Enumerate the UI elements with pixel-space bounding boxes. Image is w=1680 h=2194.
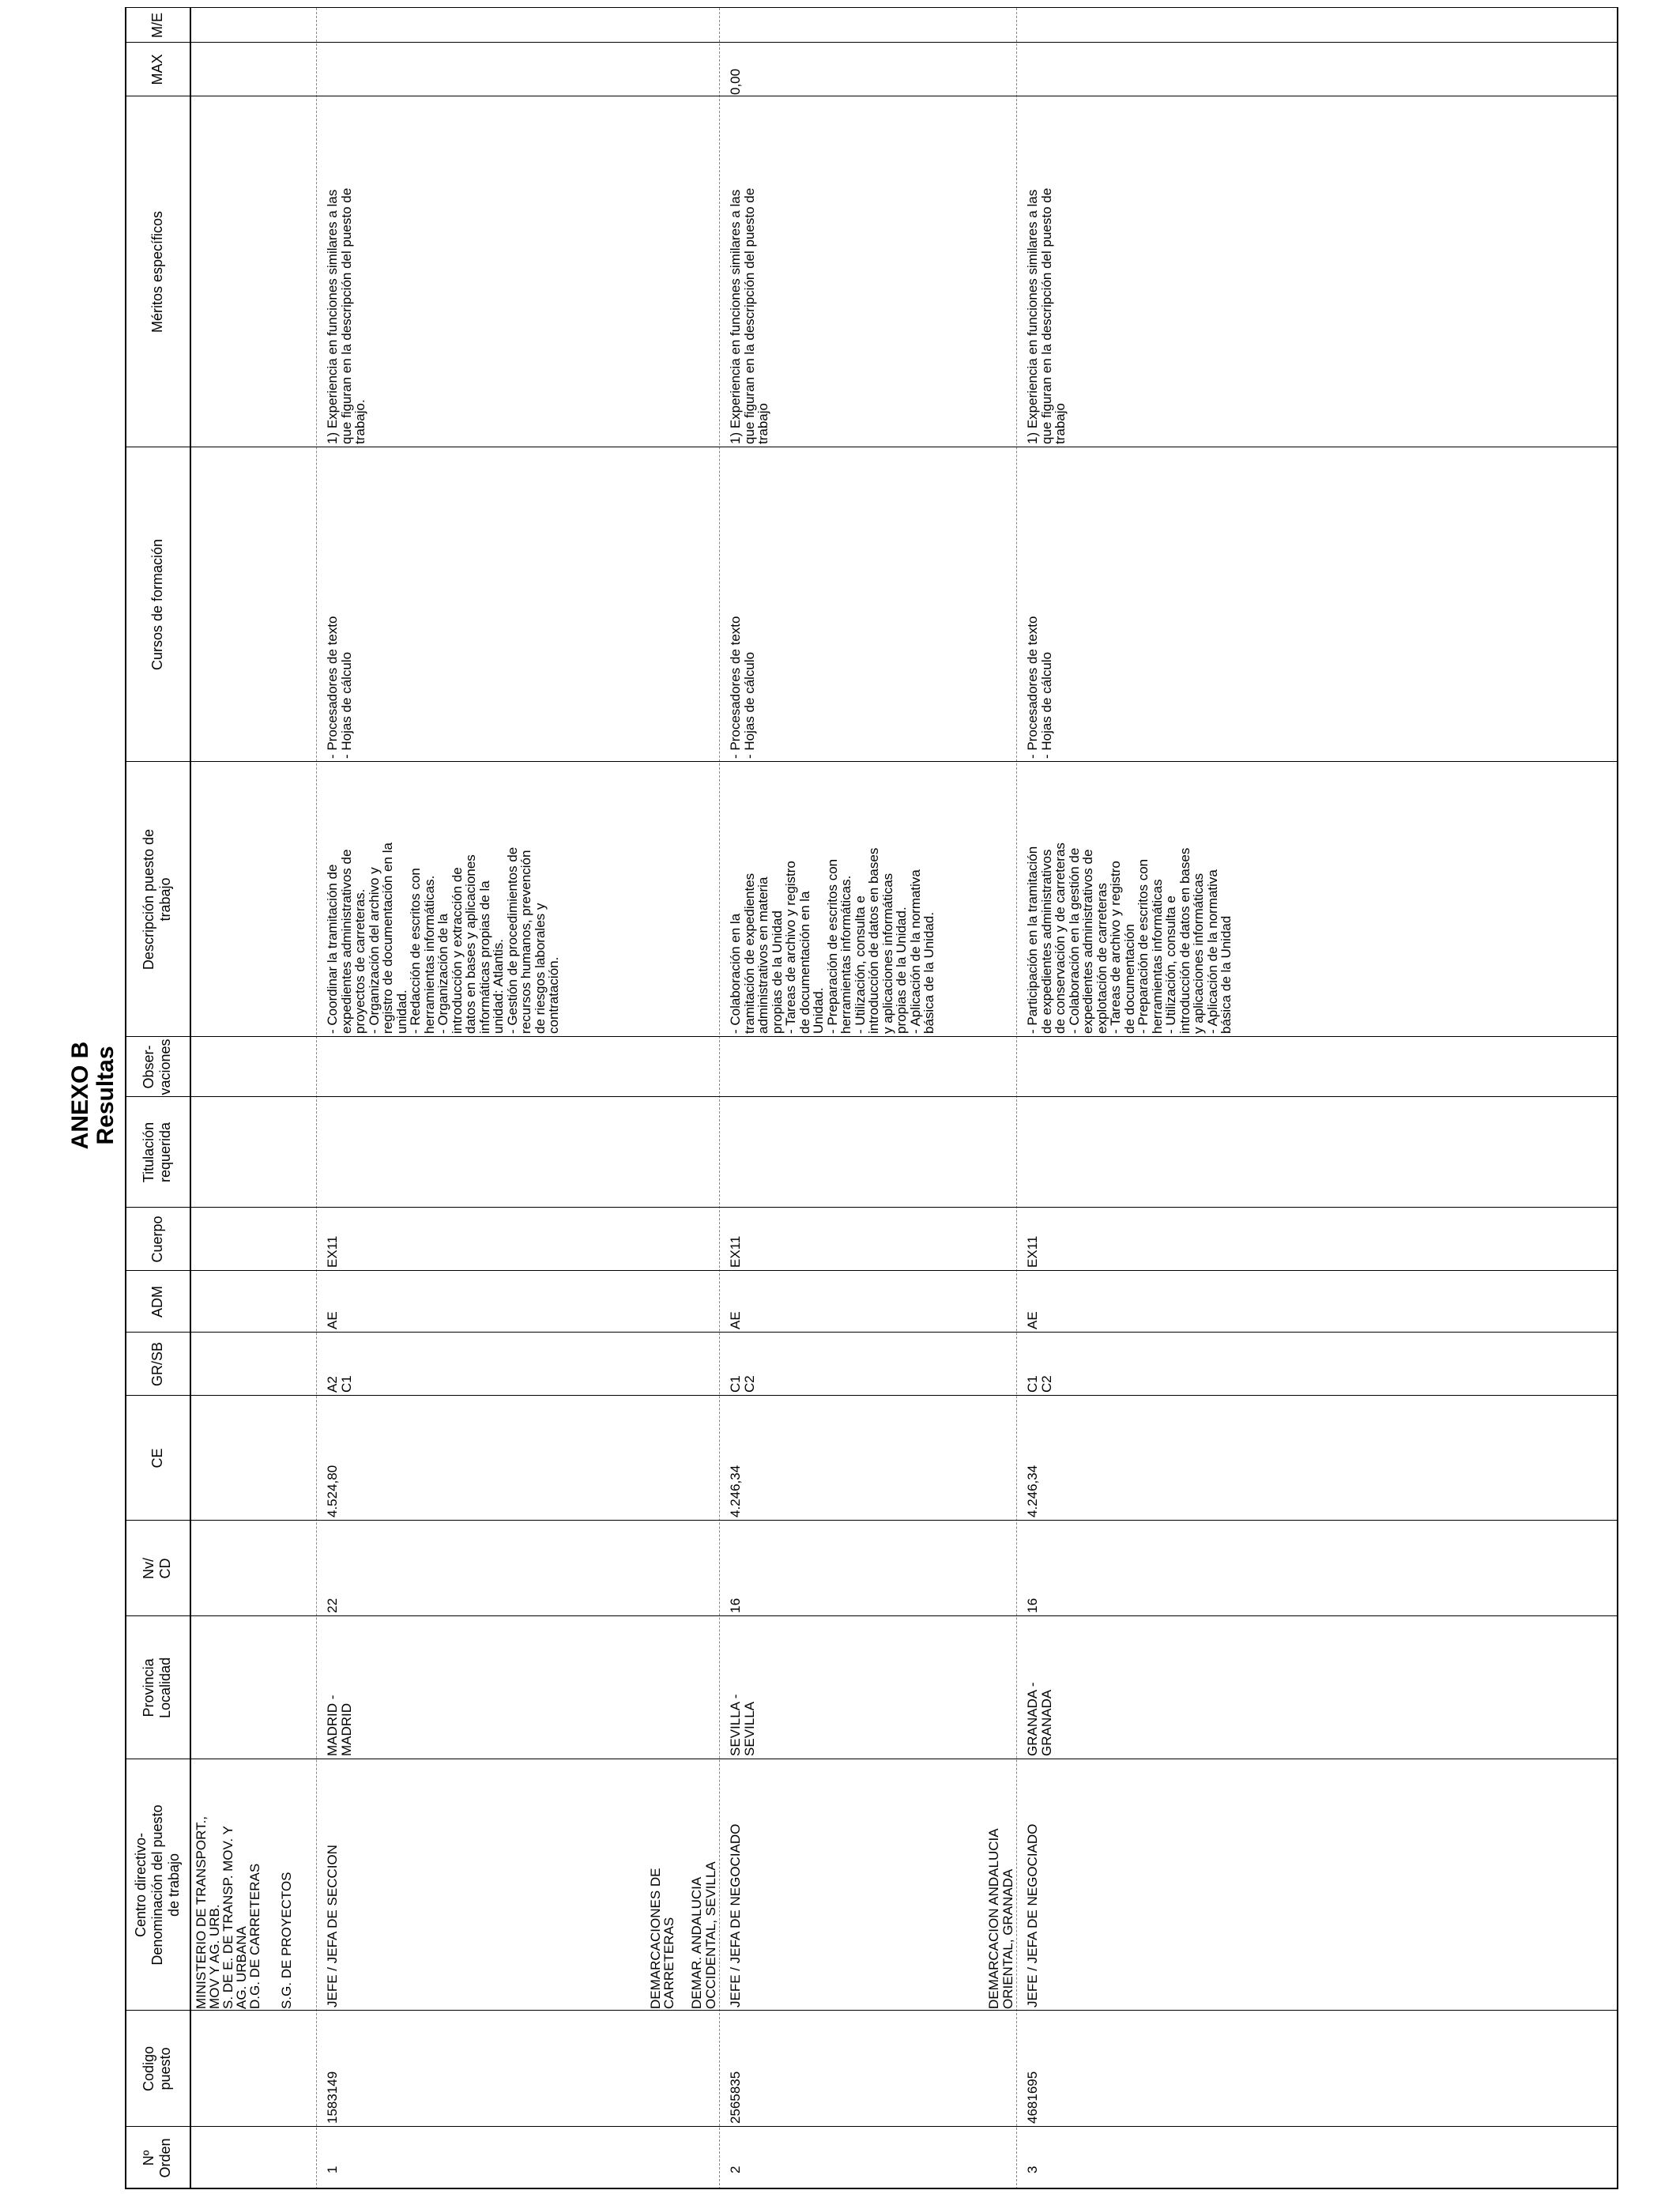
row-2-orden: 2 <box>728 2166 743 2173</box>
row-2-descripcion: - Colaboración en la tramitación de expedientes administrativos en materia propias de la Unidad - Tareas de archivo y registro de documentación en la Unidad. - Preparación de escritos con herramientas informáticas. - Utilización, consulta e introducción de datos en bases y aplicaciones informáticas propias de la Unidad. - Aplicación de la normativa básica de la Unidad. <box>728 847 936 1034</box>
header-me: M/E <box>149 13 165 39</box>
row-1-ce: 4.524,80 <box>325 1465 340 1517</box>
row-2-cuerpo: EX11 <box>728 1235 743 1268</box>
table-frame <box>125 8 1618 2189</box>
header-codigo: Codigo puesto <box>141 2045 173 2092</box>
header-descripcion: Descripción puesto de trabajo <box>141 828 173 971</box>
row-3-descripcion: - Participación en la tramitación de expedientes administrativos de conservación y de carreteras - Colaboración en la gestión de expedientes administrativos de explotación de carreteras - Tareas de archivo y registro de documentación - Preparación de escritos con herramientas informáticas - Utilización, consulta e introducción de datos en bases y aplicaciones informáticas - Aplicación de la normativa básica de la Unidad <box>1025 843 1234 1034</box>
header-divider <box>190 8 191 2189</box>
row-1-codigo: 1583149 <box>325 2071 340 2124</box>
row-2-max: 0,00 <box>728 68 743 95</box>
subdirection-label: S.G. DE PROYECTOS <box>279 1872 294 2009</box>
column-divider <box>125 1207 1618 1208</box>
document-title <box>68 1042 119 1150</box>
table-border-bottom <box>1617 8 1618 2189</box>
row-1-provincia: MADRID - MADRID <box>325 1695 354 1756</box>
row-1-orden: 1 <box>325 2166 340 2173</box>
column-divider <box>125 1615 1618 1616</box>
column-divider <box>125 1332 1618 1333</box>
row-separator <box>316 8 317 2189</box>
row-3-cuerpo: EX11 <box>1025 1235 1040 1268</box>
header-cursos: Cursos de formación <box>149 538 165 671</box>
column-divider <box>125 1096 1618 1097</box>
header-observaciones: Obser- vaciones <box>141 1039 173 1095</box>
header-cuerpo: Cuerpo <box>149 1216 165 1263</box>
annex-subtitle: Resultas <box>92 1046 119 1145</box>
header-titulacion: Titulación requerida <box>141 1122 173 1183</box>
row-3-codigo: 4681695 <box>1025 2071 1040 2124</box>
row-3-grupo: C1 C2 <box>1025 1375 1054 1393</box>
column-divider <box>125 1395 1618 1396</box>
header-meritos: Méritos específicos <box>149 210 165 334</box>
row-2-adm: AE <box>728 1311 743 1329</box>
column-divider <box>125 7 1618 8</box>
row-2-centro: JEFE / JEFA DE NEGOCIADO <box>728 1823 743 2007</box>
results-table <box>125 8 1618 2189</box>
row-1-centro: JEFE / JEFA DE SECCION <box>325 1845 340 2007</box>
centro-group-label: DEMARCACIONES DE CARRETERAS DEMAR. ANDALUCIA OCCIDENTAL, SEVILLA <box>647 1861 718 2009</box>
row-2-ce: 4.246,34 <box>728 1465 743 1517</box>
row-2-nivel: 16 <box>728 1598 743 1613</box>
row-3-nivel: 16 <box>1025 1598 1040 1613</box>
header-provincia: Provincia Localidad <box>141 1657 173 1719</box>
row-2-grupo: C1 C2 <box>728 1375 757 1393</box>
row-3-meritos: 1) Experiencia en funciones similares a las que figuran en la descripción del puesto de trabajo <box>1025 187 1068 444</box>
header-grupo: GR/SB <box>149 1342 165 1387</box>
row-1-meritos: 1) Experiencia en funciones similares a las que figuran en la descripción del puesto de trabajo. <box>325 187 367 444</box>
row-3-ce: 4.246,34 <box>1025 1465 1040 1517</box>
column-divider <box>125 2126 1618 2127</box>
row-1-nivel: 22 <box>325 1598 340 1613</box>
header-orden: Nº Orden <box>141 2138 173 2178</box>
row-2-meritos: 1) Experiencia en funciones similares a las que figuran en la descripción del puesto de trabajo <box>728 187 770 444</box>
header-nivel: Nv/ CD <box>141 1558 173 1579</box>
column-divider <box>125 2010 1618 2011</box>
row-2-codigo: 2565835 <box>728 2071 743 2124</box>
header-ce: CE <box>149 1448 165 1468</box>
row-separator <box>719 8 720 2189</box>
column-divider <box>125 761 1618 762</box>
table-border-left <box>125 2188 1618 2189</box>
column-divider <box>125 1520 1618 1521</box>
header-centro: Centro directivo- Denominación del puesto de trabajo <box>132 1804 182 1966</box>
header-adm: ADM <box>149 1286 165 1318</box>
column-divider <box>125 1270 1618 1271</box>
ministry-block: MINISTERIO DE TRANSPORT., MOV Y AG. URB. S. DE E. DE TRANSP. MOV. Y AG. URBANA D.G. DE CARRETERAS <box>194 1815 262 2009</box>
row-3-cursos: - Procesadores de texto - Hojas de cálculo <box>1025 616 1054 759</box>
column-divider <box>125 42 1618 43</box>
row-separator <box>1016 8 1017 2189</box>
column-divider <box>125 1036 1618 1037</box>
row-3-centro: JEFE / JEFA DE NEGOCIADO <box>1025 1823 1040 2007</box>
row-1-grupo: A2 C1 <box>325 1375 354 1393</box>
row-2-cursos: - Procesadores de texto - Hojas de cálculo <box>728 616 757 759</box>
row-3-adm: AE <box>1025 1311 1040 1329</box>
centro-group-label: DEMARCACION ANDALUCIA ORIENTAL, GRANADA <box>986 1828 1015 2009</box>
row-1-cursos: - Procesadores de texto - Hojas de cálculo <box>325 616 354 759</box>
header-max: MAX <box>149 54 165 85</box>
row-1-descripcion: - Coordinar la tramitación de expedientes administrativos de proyectos de carreteras. - Organización del archivo y registro de documentación en la unidad. - Redacción de escritos con herramientas informáticas. - Organización de la introducción y extracción de datos en bases y aplicaciones informáticas propias de la unidad: Atlantis. - Gestión de procedimientos de recursos humanos, prevención de riesgos laborales y contratación. <box>325 843 561 1034</box>
row-3-provincia: GRANADA - GRANADA <box>1025 1682 1054 1756</box>
row-1-cuerpo: EX11 <box>325 1235 340 1268</box>
row-2-provincia: SEVILLA - SEVILLA <box>728 1694 757 1756</box>
annex-title: ANEXO B <box>67 1041 93 1150</box>
row-1-adm: AE <box>325 1311 340 1329</box>
row-3-orden: 3 <box>1025 2166 1040 2173</box>
